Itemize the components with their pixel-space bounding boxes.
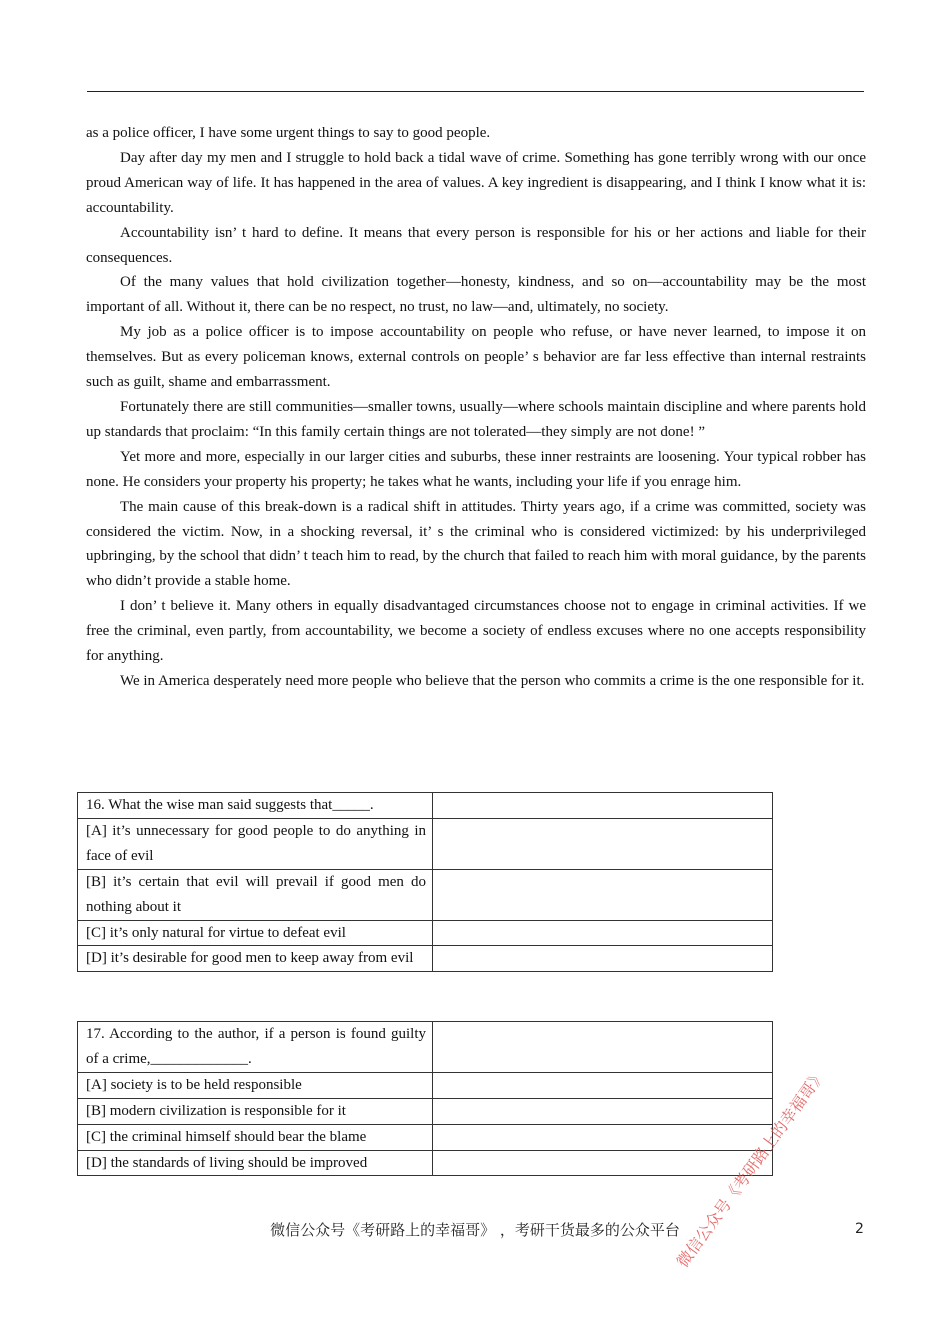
answer-cell[interactable] — [433, 946, 773, 972]
option-a: [A] it’s unnecessary for good people to do anything in face of evil — [78, 818, 433, 869]
passage-paragraph: My job as a police officer is to impose accountability on people who refuse, or have never learned, to impose it on themselves. But as every policeman knows, external controls on people’ s behavior are far less effective than internal restraints such as guilt, shame and embarrassment. — [86, 324, 866, 391]
passage-paragraph: I don’ t believe it. Many others in equally disadvantaged circumstances choose not to engage in criminal activities. If we free the criminal, even partly, from accountability, we become a society of endless excuses where no one accepts responsibility for anything. — [86, 598, 866, 665]
answer-cell[interactable] — [433, 1098, 773, 1124]
option-c: [C] the criminal himself should bear the blame — [78, 1124, 433, 1150]
passage-paragraph: Of the many values that hold civilization together—honesty, kindness, and so on—accountability may be the most important of all. Without it, there can be no respect, no trust, no law—and, ultimately, no society. — [86, 274, 866, 316]
question-17-table — [77, 1021, 773, 1176]
watermark-stamp: 微信公众号《考研路上的幸福哥》 — [672, 1065, 830, 1271]
passage-paragraph: Yet more and more, especially in our larger cities and suburbs, these inner restraints are loosening. Your typical robber has none. He considers your property his property; he takes what he wants, including your life if you enrage him. — [86, 448, 866, 490]
page-footer: 微信公众号《考研路上的幸福哥》 ，考研干货最多的公众平台 — [270, 1221, 680, 1239]
question-stem: 17. According to the author, if a person is found guilty of a crime,_____________. — [78, 1022, 433, 1073]
passage-paragraph: We in America desperately need more people who believe that the person who commits a crime is the one responsible for it. — [120, 672, 865, 689]
passage-paragraph: Fortunately there are still communities—smaller towns, usually—where schools maintain discipline and where parents hold up standards that proclaim: “In this family certain things are not tolerated—they simply are not done! ” — [86, 398, 866, 440]
answer-cell[interactable] — [433, 1150, 773, 1176]
answer-cell[interactable] — [433, 920, 773, 946]
answer-cell[interactable] — [433, 1072, 773, 1098]
option-d: [D] the standards of living should be improved — [78, 1150, 433, 1176]
header-rule — [87, 91, 864, 92]
option-a: [A] society is to be held responsible — [78, 1072, 433, 1098]
option-b: [B] modern civilization is responsible for it — [78, 1098, 433, 1124]
option-c: [C] it’s only natural for virtue to defeat evil — [78, 920, 433, 946]
question-16-table — [77, 792, 773, 972]
passage-paragraph: Accountability isn’ t hard to define. It means that every person is responsible for his or her actions and liable for their consequences. — [86, 224, 866, 266]
page-number: 2 — [855, 1221, 864, 1237]
option-d: [D] it’s desirable for good men to keep away from evil — [78, 946, 433, 972]
answer-cell[interactable] — [433, 869, 773, 920]
answer-cell[interactable] — [433, 793, 773, 819]
reading-passage — [86, 121, 866, 694]
question-stem: 16. What the wise man said suggests that_____. — [78, 793, 433, 819]
passage-paragraph: Day after day my men and I struggle to hold back a tidal wave of crime. Something has gone terribly wrong with our once proud American way of life. It has happened in the area of values. A key ingredient is disappearing, and I think I know what it is: accountability. — [86, 149, 866, 216]
option-b: [B] it’s certain that evil will prevail if good men do nothing about it — [78, 869, 433, 920]
passage-paragraph: as a police officer, I have some urgent things to say to good people. — [86, 125, 491, 141]
answer-cell[interactable] — [433, 1124, 773, 1150]
answer-cell[interactable] — [433, 1022, 773, 1073]
passage-paragraph: The main cause of this break-down is a radical shift in attitudes. Thirty years ago, if a crime was committed, society was considered the victim. Now, in a shocking reversal, it’ s the criminal who is considered victimized: by his underprivileged upbringing, by the school that didn’ t teach him to read, by the church that failed to reach him with moral guidance, by the parents who didn’t provide a stable home. — [86, 498, 866, 590]
answer-cell[interactable] — [433, 818, 773, 869]
